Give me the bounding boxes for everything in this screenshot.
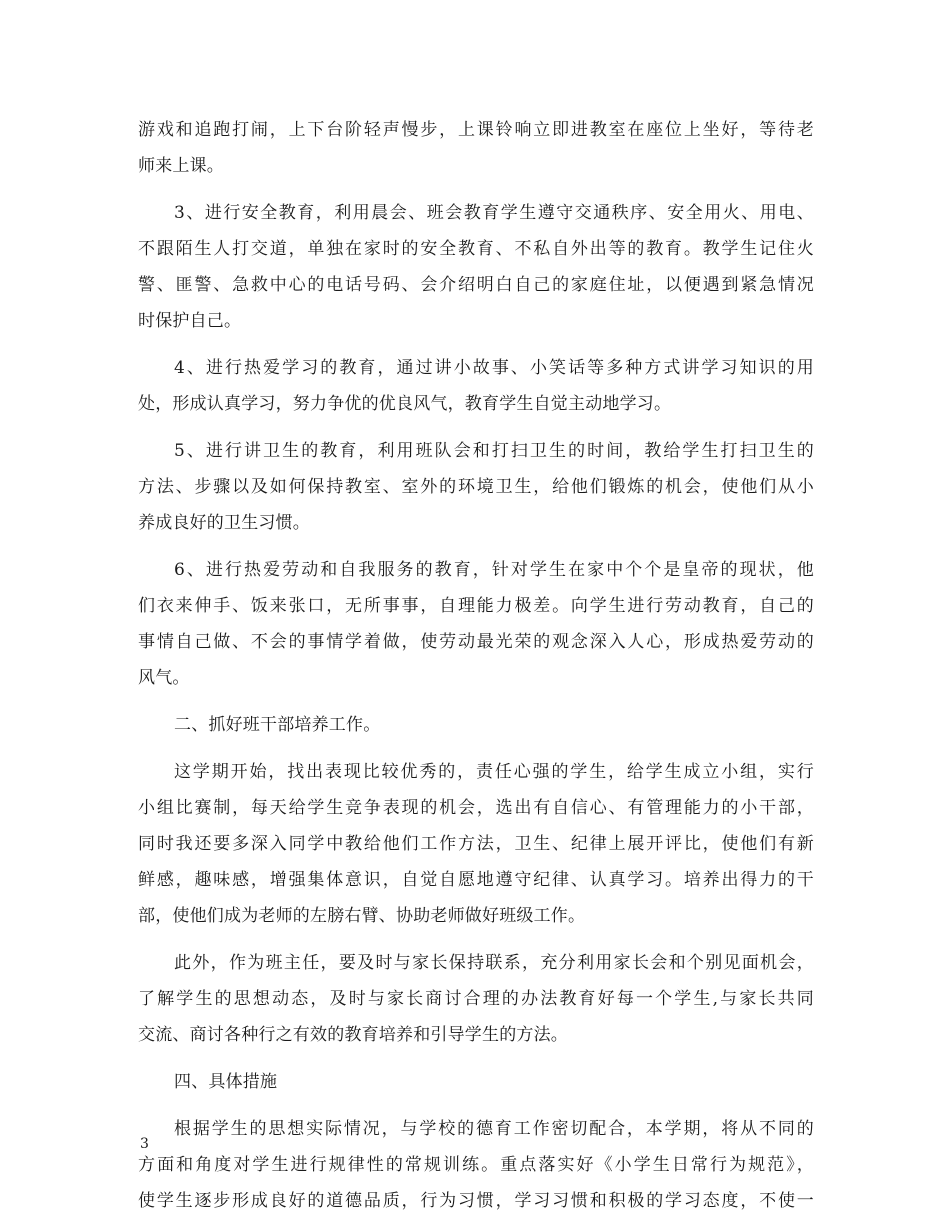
text-line: 小组比赛制，每天给学生竞争表现的机会，选出有自信心、有管理能力的小干部， xyxy=(138,798,814,818)
text-line: 风气。 xyxy=(138,668,190,688)
text-line: 这学期开始，找出表现比较优秀的，责任心强的学生，给学生成立小组，实行 xyxy=(174,762,814,782)
text-line: 不跟陌生人打交道，单独在家时的安全教育、不私自外出等的教育。教学生记住火 xyxy=(138,239,814,259)
text-line: 6、进行热爱劳动和自我服务的教育，针对学生在家中个个是皇帝的现状，他 xyxy=(174,560,814,580)
text-line: 方面和角度对学生进行规律性的常规训练。重点落实好《小学生日常行为规范》， xyxy=(138,1155,814,1175)
text-line: 3、进行安全教育，利用晨会、班会教育学生遵守交通秩序、安全用火、用电、 xyxy=(174,203,814,223)
text-line: 了解学生的思想动态，及时与家长商讨合理的办法教育好每一个学生,与家长共同 xyxy=(138,989,814,1009)
text-line: 4、进行热爱学习的教育，通过讲小故事、小笑话等多种方式讲学习知识的用 xyxy=(174,358,814,378)
text-line: 师来上课。 xyxy=(138,156,224,176)
text-line: 时保护自己。 xyxy=(138,311,242,331)
text-line: 此外，作为班主任，要及时与家长保持联系，充分利用家长会和个别见面机会， xyxy=(174,953,814,973)
page-number: 3 xyxy=(140,1136,149,1152)
text-line: 方法、步骤以及如何保持教室、室外的环境卫生，给他们锻炼的机会，使他们从小 xyxy=(138,477,814,497)
text-line: 鲜感，趣味感，增强集体意识，自觉自愿地遵守纪律、认真学习。培养出得力的干 xyxy=(138,870,814,890)
text-line: 养成良好的卫生习惯。 xyxy=(138,513,310,533)
text-line: 同时我还要多深入同学中教给他们工作方法，卫生、纪律上展开评比，使他们有新 xyxy=(138,834,814,854)
text-line: 游戏和追跑打闹，上下台阶轻声慢步，上课铃响立即进教室在座位上坐好，等待老 xyxy=(138,120,814,140)
text-line: 事情自己做、不会的事情学着做，使劳动最光荣的观念深入人心，形成热爱劳动的 xyxy=(138,632,814,652)
section-heading: 二、抓好班干部培养工作。 xyxy=(174,715,381,735)
text-line: 部，使他们成为老师的左膀右臂、协助老师做好班级工作。 xyxy=(138,906,586,926)
text-line: 警、匪警、急救中心的电话号码、会介绍明白自己的家庭住址，以便遇到紧急情况 xyxy=(138,275,814,295)
section-heading: 四、具体措施 xyxy=(174,1072,278,1092)
text-line: 使学生逐步形成良好的道德品质，行为习惯，学习习惯和积极的学习态度，不使一 xyxy=(138,1191,814,1211)
text-line: 处，形成认真学习，努力争优的优良风气，教育学生自觉主动地学习。 xyxy=(138,394,672,414)
document-body xyxy=(138,112,814,1219)
text-line: 5、进行讲卫生的教育，利用班队会和打扫卫生的时间，教给学生打扫卫生的 xyxy=(174,441,814,461)
text-line: 交流、商讨各种行之有效的教育培养和引导学生的方法。 xyxy=(138,1025,568,1045)
text-line: 们衣来伸手、饭来张口，无所事事，自理能力极差。向学生进行劳动教育，自己的 xyxy=(138,596,814,616)
text-line: 根据学生的思想实际情况，与学校的德育工作密切配合，本学期，将从不同的 xyxy=(174,1119,814,1139)
